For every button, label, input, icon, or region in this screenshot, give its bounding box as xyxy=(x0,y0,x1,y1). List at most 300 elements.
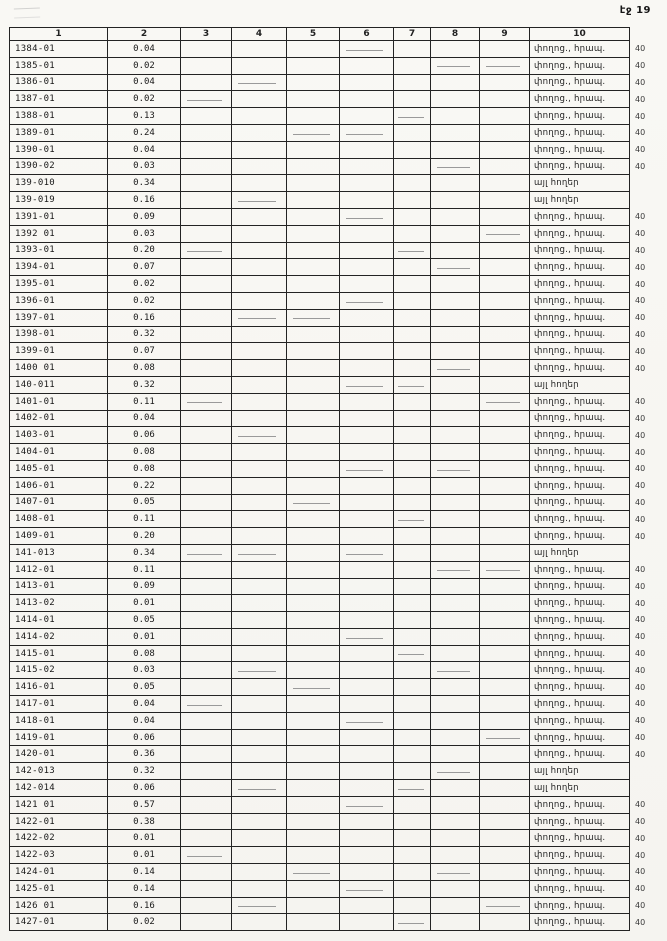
empty-cell xyxy=(340,544,394,561)
empty-cell xyxy=(431,477,480,494)
landuse-cell: փողոց., հրապ. xyxy=(530,645,630,662)
empty-cell xyxy=(287,763,340,780)
empty-cell xyxy=(394,427,431,444)
empty-cell xyxy=(340,192,394,209)
empty-cell xyxy=(340,864,394,881)
parcel-code-cell: 1407-01 xyxy=(10,494,108,511)
empty-cell xyxy=(480,74,530,91)
empty-cell xyxy=(394,225,431,242)
handwritten-margin-note: 40 xyxy=(635,464,646,474)
handwritten-margin-note: 40 xyxy=(635,598,646,608)
table-row xyxy=(10,578,664,595)
empty-cell xyxy=(287,225,340,242)
table-row xyxy=(10,830,664,847)
landuse-cell: փողոց., հրապ. xyxy=(530,796,630,813)
parcel-code-cell: 139-010 xyxy=(10,175,108,192)
handwritten-margin-note: 40 xyxy=(635,363,646,373)
area-value-cell: 0.32 xyxy=(108,763,181,780)
empty-cell xyxy=(480,813,530,830)
empty-cell xyxy=(431,746,480,763)
empty-cell xyxy=(394,477,431,494)
empty-cell xyxy=(394,897,431,914)
column-header: 2 xyxy=(108,28,181,41)
empty-cell xyxy=(431,74,480,91)
empty-cell xyxy=(232,343,287,360)
empty-cell xyxy=(394,813,431,830)
empty-cell xyxy=(480,360,530,377)
empty-cell xyxy=(287,696,340,713)
landuse-cell: փողոց., հրապ. xyxy=(530,460,630,477)
table-row xyxy=(10,679,664,696)
empty-cell xyxy=(394,158,431,175)
empty-cell xyxy=(287,864,340,881)
handwritten-margin-note: 40 xyxy=(635,145,646,155)
empty-cell xyxy=(232,410,287,427)
area-value-cell: 0.22 xyxy=(108,477,181,494)
empty-cell xyxy=(340,612,394,629)
empty-cell xyxy=(431,444,480,461)
landuse-cell: այլ հողեր xyxy=(530,175,630,192)
empty-cell xyxy=(287,141,340,158)
empty-cell xyxy=(431,192,480,209)
empty-cell xyxy=(340,141,394,158)
empty-cell xyxy=(181,494,232,511)
empty-cell xyxy=(340,494,394,511)
area-value-cell: 0.20 xyxy=(108,242,181,259)
empty-cell xyxy=(480,427,530,444)
empty-cell xyxy=(181,158,232,175)
empty-cell xyxy=(394,561,431,578)
landuse-cell: փողոց., հրապ. xyxy=(530,360,630,377)
empty-cell xyxy=(394,460,431,477)
empty-cell xyxy=(340,578,394,595)
landuse-cell: փողոց., հրապ. xyxy=(530,511,630,528)
landuse-cell: փողոց., հրապ. xyxy=(530,108,630,125)
parcel-code-cell: 1418-01 xyxy=(10,712,108,729)
empty-cell xyxy=(340,561,394,578)
empty-cell xyxy=(431,326,480,343)
empty-cell xyxy=(181,813,232,830)
table-row xyxy=(10,309,664,326)
parcel-code-cell: 1421 01 xyxy=(10,796,108,813)
empty-cell xyxy=(232,595,287,612)
parcel-code-cell: 1390-02 xyxy=(10,158,108,175)
empty-cell xyxy=(480,511,530,528)
empty-cell xyxy=(394,880,431,897)
parcel-code-cell: 1419-01 xyxy=(10,729,108,746)
empty-cell xyxy=(287,511,340,528)
empty-cell xyxy=(287,460,340,477)
table-row xyxy=(10,796,664,813)
empty-cell xyxy=(431,813,480,830)
area-value-cell: 0.11 xyxy=(108,393,181,410)
area-value-cell: 0.09 xyxy=(108,208,181,225)
handwritten-margin-note: 40 xyxy=(635,94,646,104)
empty-cell xyxy=(394,830,431,847)
handwritten-margin-note: 40 xyxy=(635,632,646,642)
table-row xyxy=(10,847,664,864)
empty-cell xyxy=(431,864,480,881)
empty-cell xyxy=(232,108,287,125)
parcel-code-cell: 1386-01 xyxy=(10,74,108,91)
empty-cell xyxy=(340,427,394,444)
empty-cell xyxy=(480,276,530,293)
empty-cell xyxy=(181,662,232,679)
empty-cell xyxy=(394,192,431,209)
empty-cell xyxy=(181,511,232,528)
empty-cell xyxy=(431,259,480,276)
area-value-cell: 0.01 xyxy=(108,595,181,612)
table-row xyxy=(10,494,664,511)
empty-cell xyxy=(287,192,340,209)
empty-cell xyxy=(431,343,480,360)
empty-cell xyxy=(480,309,530,326)
empty-cell xyxy=(181,628,232,645)
table-row xyxy=(10,628,664,645)
parcel-code-cell: 1404-01 xyxy=(10,444,108,461)
empty-cell xyxy=(181,376,232,393)
empty-cell xyxy=(394,544,431,561)
empty-cell xyxy=(232,41,287,58)
empty-cell xyxy=(340,393,394,410)
empty-cell xyxy=(480,595,530,612)
empty-cell xyxy=(287,360,340,377)
landuse-cell: փողոց., հրապ. xyxy=(530,292,630,309)
empty-cell xyxy=(340,763,394,780)
empty-cell xyxy=(480,326,530,343)
empty-cell xyxy=(287,326,340,343)
empty-cell xyxy=(232,242,287,259)
empty-cell xyxy=(232,746,287,763)
empty-cell xyxy=(287,376,340,393)
table-row xyxy=(10,192,664,209)
empty-cell xyxy=(480,158,530,175)
handwritten-margin-note: 40 xyxy=(635,44,646,54)
empty-cell xyxy=(340,628,394,645)
empty-cell xyxy=(431,208,480,225)
parcel-code-cell: 1391-01 xyxy=(10,208,108,225)
empty-cell xyxy=(431,729,480,746)
parcel-code-cell: 141-013 xyxy=(10,544,108,561)
handwritten-margin-note: 40 xyxy=(635,212,646,222)
handwritten-margin-note: 40 xyxy=(635,481,646,491)
empty-cell xyxy=(181,729,232,746)
landuse-cell: փողոց., հրապ. xyxy=(530,830,630,847)
empty-cell xyxy=(431,410,480,427)
empty-cell xyxy=(232,175,287,192)
empty-cell xyxy=(394,208,431,225)
empty-cell xyxy=(340,360,394,377)
handwritten-margin-note: 40 xyxy=(635,917,646,927)
empty-cell xyxy=(340,91,394,108)
area-value-cell: 0.38 xyxy=(108,813,181,830)
empty-cell xyxy=(340,376,394,393)
empty-cell xyxy=(431,763,480,780)
empty-cell xyxy=(480,124,530,141)
empty-cell xyxy=(232,225,287,242)
empty-cell xyxy=(394,763,431,780)
table-row xyxy=(10,645,664,662)
handwritten-margin-note xyxy=(630,192,664,209)
empty-cell xyxy=(431,544,480,561)
empty-cell xyxy=(394,410,431,427)
empty-cell xyxy=(181,679,232,696)
table-row xyxy=(10,746,664,763)
empty-cell xyxy=(480,645,530,662)
empty-cell xyxy=(181,444,232,461)
empty-cell xyxy=(480,259,530,276)
empty-cell xyxy=(181,292,232,309)
empty-cell xyxy=(287,780,340,797)
area-value-cell: 0.03 xyxy=(108,158,181,175)
parcel-code-cell: 1413-01 xyxy=(10,578,108,595)
empty-cell xyxy=(431,914,480,931)
empty-cell xyxy=(232,864,287,881)
empty-cell xyxy=(232,847,287,864)
parcel-code-cell: 1414-02 xyxy=(10,628,108,645)
empty-cell xyxy=(181,410,232,427)
empty-cell xyxy=(232,477,287,494)
area-value-cell: 0.08 xyxy=(108,460,181,477)
empty-cell xyxy=(480,208,530,225)
empty-cell xyxy=(340,847,394,864)
empty-cell xyxy=(431,427,480,444)
empty-cell xyxy=(340,813,394,830)
handwritten-margin-note: 40 xyxy=(635,531,646,541)
empty-cell xyxy=(340,41,394,58)
column-header: 9 xyxy=(480,28,530,41)
empty-cell xyxy=(287,628,340,645)
empty-cell xyxy=(181,897,232,914)
empty-cell xyxy=(394,376,431,393)
empty-cell xyxy=(394,326,431,343)
handwritten-margin-note: 40 xyxy=(635,128,646,138)
parcel-code-cell: 1392 01 xyxy=(10,225,108,242)
table-row xyxy=(10,208,664,225)
empty-cell xyxy=(340,242,394,259)
empty-cell xyxy=(287,393,340,410)
empty-cell xyxy=(431,158,480,175)
landuse-cell: փողոց., հրապ. xyxy=(530,477,630,494)
table-row xyxy=(10,696,664,713)
empty-cell xyxy=(287,847,340,864)
empty-cell xyxy=(232,511,287,528)
empty-cell xyxy=(340,511,394,528)
landuse-cell: փողոց., հրապ. xyxy=(530,679,630,696)
empty-cell xyxy=(431,91,480,108)
empty-cell xyxy=(181,124,232,141)
empty-cell xyxy=(340,108,394,125)
parcel-code-cell: 1416-01 xyxy=(10,679,108,696)
area-value-cell: 0.02 xyxy=(108,57,181,74)
empty-cell xyxy=(287,57,340,74)
empty-cell xyxy=(181,360,232,377)
area-value-cell: 0.24 xyxy=(108,124,181,141)
empty-cell xyxy=(232,645,287,662)
empty-cell xyxy=(431,712,480,729)
area-value-cell: 0.04 xyxy=(108,41,181,58)
empty-cell xyxy=(287,309,340,326)
empty-cell xyxy=(181,460,232,477)
empty-cell xyxy=(480,141,530,158)
empty-cell xyxy=(431,276,480,293)
empty-cell xyxy=(181,309,232,326)
empty-cell xyxy=(394,696,431,713)
parcel-code-cell: 1415-02 xyxy=(10,662,108,679)
empty-cell xyxy=(340,645,394,662)
empty-cell xyxy=(480,679,530,696)
empty-cell xyxy=(431,225,480,242)
column-header: 6 xyxy=(340,28,394,41)
empty-cell xyxy=(287,108,340,125)
empty-cell xyxy=(394,292,431,309)
table-header-row xyxy=(10,28,664,41)
empty-cell xyxy=(232,763,287,780)
landuse-cell: փողոց., հրապ. xyxy=(530,74,630,91)
empty-cell xyxy=(181,108,232,125)
handwritten-margin-note xyxy=(630,544,664,561)
empty-cell xyxy=(287,595,340,612)
empty-cell xyxy=(480,91,530,108)
column-header: 10 xyxy=(530,28,630,41)
handwritten-margin-note: 40 xyxy=(635,245,646,255)
empty-cell xyxy=(232,124,287,141)
table-row xyxy=(10,360,664,377)
parcel-code-cell: 1412-01 xyxy=(10,561,108,578)
empty-cell xyxy=(431,645,480,662)
empty-cell xyxy=(232,628,287,645)
parcel-code-cell: 1422-03 xyxy=(10,847,108,864)
landuse-cell: փողոց., հրապ. xyxy=(530,662,630,679)
parcel-code-cell: 1405-01 xyxy=(10,460,108,477)
empty-cell xyxy=(340,292,394,309)
column-header: 5 xyxy=(287,28,340,41)
empty-cell xyxy=(394,528,431,545)
empty-cell xyxy=(181,91,232,108)
parcel-code-cell: 1402-01 xyxy=(10,410,108,427)
parcel-code-cell: 1394-01 xyxy=(10,259,108,276)
empty-cell xyxy=(181,259,232,276)
empty-cell xyxy=(340,595,394,612)
area-value-cell: 0.04 xyxy=(108,141,181,158)
empty-cell xyxy=(431,511,480,528)
area-value-cell: 0.32 xyxy=(108,326,181,343)
area-value-cell: 0.06 xyxy=(108,427,181,444)
empty-cell xyxy=(394,662,431,679)
empty-cell xyxy=(181,544,232,561)
empty-cell xyxy=(340,57,394,74)
parcel-code-cell: 1424-01 xyxy=(10,864,108,881)
empty-cell xyxy=(480,393,530,410)
parcel-code-cell: 142-014 xyxy=(10,780,108,797)
landuse-cell: փողոց., հրապ. xyxy=(530,124,630,141)
empty-cell xyxy=(431,780,480,797)
empty-cell xyxy=(340,343,394,360)
empty-cell xyxy=(480,561,530,578)
area-value-cell: 0.34 xyxy=(108,175,181,192)
empty-cell xyxy=(181,276,232,293)
empty-cell xyxy=(181,208,232,225)
table-row xyxy=(10,276,664,293)
empty-cell xyxy=(394,796,431,813)
empty-cell xyxy=(340,175,394,192)
table-row xyxy=(10,460,664,477)
empty-cell xyxy=(232,729,287,746)
empty-cell xyxy=(181,578,232,595)
table-row xyxy=(10,91,664,108)
empty-cell xyxy=(232,914,287,931)
parcel-code-cell: 1397-01 xyxy=(10,309,108,326)
empty-cell xyxy=(394,712,431,729)
empty-cell xyxy=(287,158,340,175)
handwritten-margin-note: 40 xyxy=(635,262,646,272)
parcel-code-cell: 1384-01 xyxy=(10,41,108,58)
empty-cell xyxy=(287,645,340,662)
empty-cell xyxy=(394,780,431,797)
empty-cell xyxy=(232,780,287,797)
empty-cell xyxy=(181,57,232,74)
empty-cell xyxy=(431,528,480,545)
landuse-cell: փողոց., հրապ. xyxy=(530,410,630,427)
table-row xyxy=(10,259,664,276)
empty-cell xyxy=(431,830,480,847)
empty-cell xyxy=(340,830,394,847)
empty-cell xyxy=(394,494,431,511)
empty-cell xyxy=(394,343,431,360)
handwritten-margin-note: 40 xyxy=(635,346,646,356)
handwritten-margin-note: 40 xyxy=(635,850,646,860)
parcel-code-cell: 1408-01 xyxy=(10,511,108,528)
empty-cell xyxy=(181,242,232,259)
table-row xyxy=(10,528,664,545)
table-row xyxy=(10,763,664,780)
table-row xyxy=(10,410,664,427)
empty-cell xyxy=(394,628,431,645)
area-value-cell: 0.34 xyxy=(108,544,181,561)
landuse-cell: փողոց., հրապ. xyxy=(530,528,630,545)
empty-cell xyxy=(394,847,431,864)
empty-cell xyxy=(480,460,530,477)
handwritten-margin-note: 40 xyxy=(635,296,646,306)
empty-cell xyxy=(340,444,394,461)
empty-cell xyxy=(181,712,232,729)
empty-cell xyxy=(394,578,431,595)
empty-cell xyxy=(181,864,232,881)
empty-cell xyxy=(480,444,530,461)
empty-cell xyxy=(394,259,431,276)
empty-cell xyxy=(287,208,340,225)
empty-cell xyxy=(232,796,287,813)
handwritten-margin-note: 40 xyxy=(635,749,646,759)
empty-cell xyxy=(181,696,232,713)
empty-cell xyxy=(232,376,287,393)
area-value-cell: 0.07 xyxy=(108,259,181,276)
area-value-cell: 0.08 xyxy=(108,444,181,461)
empty-cell xyxy=(394,444,431,461)
empty-cell xyxy=(232,276,287,293)
parcel-code-cell: 1413-02 xyxy=(10,595,108,612)
empty-cell xyxy=(431,679,480,696)
handwritten-margin-note: 40 xyxy=(635,565,646,575)
empty-cell xyxy=(431,124,480,141)
area-value-cell: 0.03 xyxy=(108,662,181,679)
empty-cell xyxy=(287,242,340,259)
empty-cell xyxy=(287,561,340,578)
empty-cell xyxy=(431,561,480,578)
empty-cell xyxy=(431,696,480,713)
empty-cell xyxy=(287,494,340,511)
empty-cell xyxy=(287,612,340,629)
